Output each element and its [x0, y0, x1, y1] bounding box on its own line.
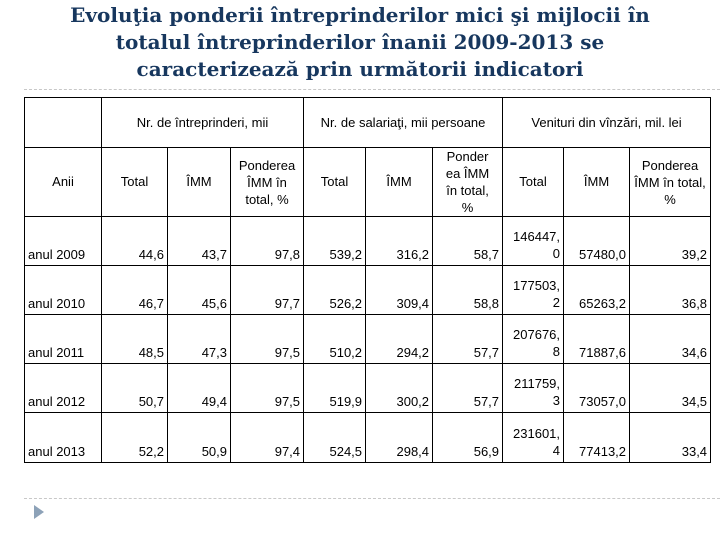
title-line-3: caracterizează prin următorii indicatori — [136, 57, 584, 81]
ent-share-cell: 97,5 — [231, 315, 304, 364]
table-row — [25, 266, 711, 315]
ent-total-cell: 48,5 — [102, 315, 168, 364]
header-rev-total: Total — [503, 148, 564, 217]
rev-total-cell: 207676, 8 — [503, 315, 564, 364]
ent-total-cell: 46,7 — [102, 266, 168, 315]
header-emp-share: Ponderea ÎMM în total, % — [433, 148, 503, 217]
emp-share-cell: 56,9 — [433, 413, 503, 463]
header-revenue: Venituri din vînzări, mil. lei — [503, 98, 711, 148]
ent-imm-cell: 49,4 — [168, 364, 231, 413]
year-cell: anul 2010 — [25, 266, 102, 315]
table-row — [25, 413, 711, 463]
year-cell: anul 2013 — [25, 413, 102, 463]
year-cell: anul 2012 — [25, 364, 102, 413]
slide-title — [0, 2, 720, 83]
top-divider — [24, 89, 720, 90]
table-row — [25, 364, 711, 413]
emp-share-cell: 57,7 — [433, 315, 503, 364]
header-emp-total: Total — [304, 148, 366, 217]
ent-share-cell: 97,7 — [231, 266, 304, 315]
emp-total-cell: 526,2 — [304, 266, 366, 315]
header-rev-imm: ÎMM — [564, 148, 630, 217]
header-ent-share: Ponderea ÎMM în total, % — [231, 148, 304, 217]
rev-share-cell: 39,2 — [630, 217, 711, 266]
ent-imm-cell: 43,7 — [168, 217, 231, 266]
ent-total-cell: 52,2 — [102, 413, 168, 463]
rev-share-cell: 34,6 — [630, 315, 711, 364]
year-cell: anul 2011 — [25, 315, 102, 364]
bottom-divider — [24, 498, 720, 499]
header-enterprises: Nr. de întreprinderi, mii — [102, 98, 304, 148]
emp-total-cell: 510,2 — [304, 315, 366, 364]
emp-imm-cell: 294,2 — [366, 315, 433, 364]
header-row-groups — [25, 98, 711, 148]
emp-imm-cell: 316,2 — [366, 217, 433, 266]
rev-total-cell: 211759, 3 — [503, 364, 564, 413]
year-cell: anul 2009 — [25, 217, 102, 266]
rev-total-cell: 231601, 4 — [503, 413, 564, 463]
title-line-1: Evoluţia ponderii întreprinderilor mici şi mijlocii în — [70, 3, 650, 27]
rev-imm-cell: 57480,0 — [564, 217, 630, 266]
header-ent-total: Total — [102, 148, 168, 217]
indicators-table — [24, 97, 711, 463]
ent-imm-cell: 47,3 — [168, 315, 231, 364]
ent-share-cell: 97,4 — [231, 413, 304, 463]
header-row-sub — [25, 148, 711, 217]
rev-total-cell: 146447, 0 — [503, 217, 564, 266]
rev-imm-cell: 77413,2 — [564, 413, 630, 463]
ent-share-cell: 97,8 — [231, 217, 304, 266]
emp-total-cell: 524,5 — [304, 413, 366, 463]
corner-cell — [25, 98, 102, 148]
header-rev-share: Ponderea ÎMM în total, % — [630, 148, 711, 217]
emp-total-cell: 519,9 — [304, 364, 366, 413]
rev-imm-cell: 71887,6 — [564, 315, 630, 364]
emp-imm-cell: 300,2 — [366, 364, 433, 413]
ent-imm-cell: 50,9 — [168, 413, 231, 463]
ent-total-cell: 44,6 — [102, 217, 168, 266]
rev-imm-cell: 73057,0 — [564, 364, 630, 413]
emp-share-cell: 57,7 — [433, 364, 503, 413]
table-row — [25, 217, 711, 266]
emp-imm-cell: 298,4 — [366, 413, 433, 463]
title-line-2: totalul întreprinderilor înanii 2009-2013 se — [115, 30, 605, 54]
emp-imm-cell: 309,4 — [366, 266, 433, 315]
rev-total-cell: 177503, 2 — [503, 266, 564, 315]
triangle-bullet-icon — [34, 505, 44, 519]
rev-imm-cell: 65263,2 — [564, 266, 630, 315]
emp-share-cell: 58,7 — [433, 217, 503, 266]
header-emp-imm: ÎMM — [366, 148, 433, 217]
emp-total-cell: 539,2 — [304, 217, 366, 266]
rev-share-cell: 34,5 — [630, 364, 711, 413]
header-years: Anii — [25, 148, 102, 217]
header-employees: Nr. de salariaţi, mii persoane — [304, 98, 503, 148]
emp-share-cell: 58,8 — [433, 266, 503, 315]
ent-imm-cell: 45,6 — [168, 266, 231, 315]
ent-share-cell: 97,5 — [231, 364, 304, 413]
header-ent-imm: ÎMM — [168, 148, 231, 217]
rev-share-cell: 33,4 — [630, 413, 711, 463]
ent-total-cell: 50,7 — [102, 364, 168, 413]
rev-share-cell: 36,8 — [630, 266, 711, 315]
table-row — [25, 315, 711, 364]
